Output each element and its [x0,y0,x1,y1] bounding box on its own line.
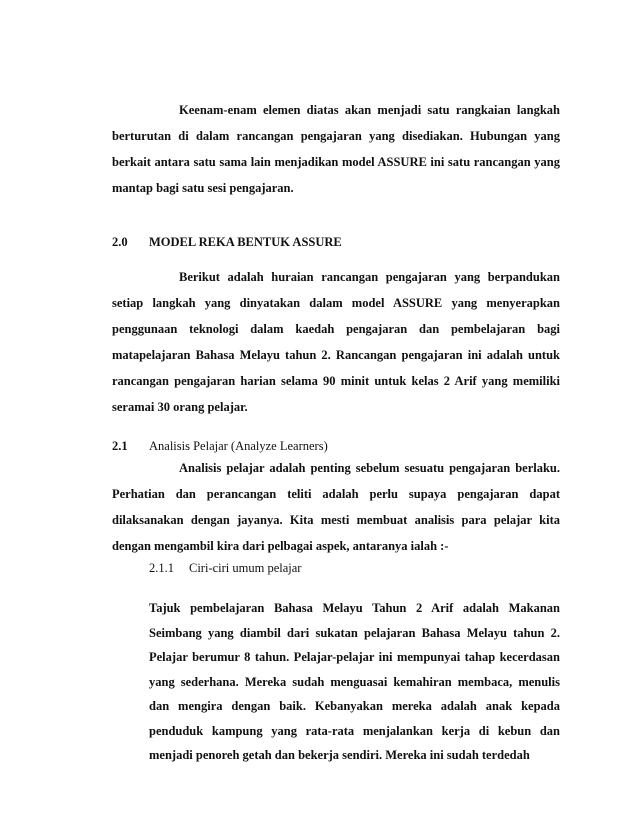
section-2-1-1-title: Ciri-ciri umum pelajar [189,561,302,575]
section-2-1-1-number: 2.1.1 [149,561,174,575]
section-2-0-title: MODEL REKA BENTUK ASSURE [149,235,342,249]
section-2-1-number: 2.1 [112,439,128,453]
section-2-1-paragraph: Analisis pelajar adalah penting sebelum sesuatu pengajaran berlaku. Perhatian dan perancangan teliti adalah perlu supaya pengajaran dapat dilaksanakan dengan jayanya. Kita mesti membuat analisis para pelajar kita dengan mengambil kira dari pelbagai aspek, antaranya ialah :- [112,461,560,553]
section-2-1-1-paragraph: Tajuk pembelajaran Bahasa Melayu Tahun 2 Arif adalah Makanan Seimbang yang diambil dari sukatan pelajaran Bahasa Melayu tahun 2. Pelajar berumur 8 tahun. Pelajar-pelajar ini mempunyai tahap kecerdasan yang sederhana. Mereka sudah menguasai kemahiran membaca, menulis dan mengira dengan baik. Kebanyakan mereka adalah anak kepada penduduk kampung yang rata-rata menjalankan kerja di kebun dan menjadi penoreh getah dan bekerja sendiri. Mereka ini sudah terdedah [149,601,560,762]
section-2-0-paragraph: Berikut adalah huraian rancangan pengajaran yang berpandukan setiap langkah yang dinyatakan dalam model ASSURE yang menyerapkan penggunaan teknologi dalam kaedah pengajaran dan pembelajaran bagi matapelajaran Bahasa Melayu tahun 2. Rancangan pengajaran ini adalah untuk rancangan pengajaran harian selama 90 minit untuk kelas 2 Arif yang memiliki seramai 30 orang pelajar. [112,270,560,414]
section-2-0-number: 2.0 [112,235,128,249]
section-2-1-title: Analisis Pelajar (Analyze Learners) [149,439,328,453]
intro-paragraph: Keenam-enam elemen diatas akan menjadi satu rangkaian langkah berturutan di dalam rancangan pengajaran yang disediakan. Hubungan yang berkait antara satu sama lain menjadikan model ASSURE ini satu rancangan yang mantap bagi satu sesi pengajaran. [112,103,560,195]
